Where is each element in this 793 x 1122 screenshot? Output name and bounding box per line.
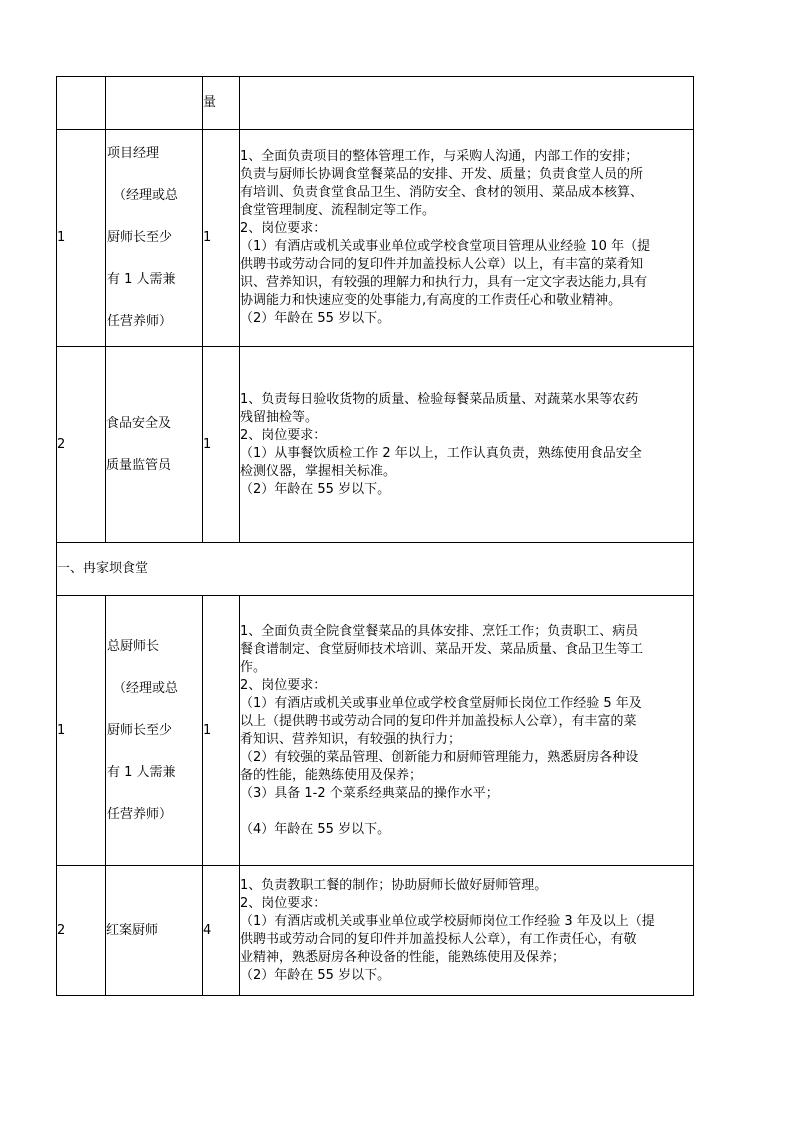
staffing-table [56,76,694,996]
header-cell-post [106,77,203,130]
description-line: 1、负责每日验收货物的质量、检验每餐菜品质量、对蔬菜水果等农药 [240,391,639,407]
description-cell [240,347,694,543]
post-cell [106,866,203,996]
description-line: （1）有酒店或机关或事业单位或学校厨师岗位工作经验 3 年及以上（提 [240,913,655,929]
description-line: （4）年龄在 55 岁以下。 [240,821,391,837]
quantity-cell: 1 [203,130,240,347]
post-line: 食品安全及 [106,415,172,431]
description-line: （2）年龄在 55 岁以下。 [240,967,391,983]
description-line: （2）年龄在 55 岁以下。 [240,311,391,326]
post-line: 任营养师） [107,314,173,329]
description-line: 1、全面负责全院食堂餐菜品的具体安排、烹饪工作；负责职工、病员 [240,623,639,639]
post-line: 任营养师） [107,806,173,822]
description-line: 作。 [240,659,267,675]
post-line: 红案厨师 [106,922,159,938]
description-cell [240,596,694,866]
description-line [240,803,693,821]
qty-header-fragment: 量 [203,95,217,110]
description-line: 1、负责教职工餐的制作；协助厨师长做好厨师管理。 [240,877,548,893]
description-line: 残留抽检等。 [240,409,319,425]
description-line: 协调能力和快速应变的处事能力,有高度的工作责任心和敬业精神。 [240,293,622,308]
header-cell-no [57,77,106,130]
table-row [57,130,694,347]
post-line: 厨师长至少 [107,230,173,245]
description-line: 2、岗位要求： [240,895,327,911]
post-line: （经理或总 [113,188,179,203]
table-row [57,596,694,866]
header-cell-desc [240,77,694,130]
post-line: 有 1 人需兼 [107,272,176,287]
description-line: 餐食谱制定、食堂厨师技术培训、菜品开发、菜品质量、食品卫生等工 [240,641,644,657]
table-row [57,866,694,996]
description-line: （2）有较强的菜品管理、创新能力和厨师管理能力，熟悉厨房各种设 [240,749,639,765]
row-number: 2 [57,866,106,996]
table-header-row [57,77,694,130]
description-line: （3）具备 1-2 个菜系经典菜品的操作水平； [240,785,499,801]
description-line: 食堂管理制度、流程制定等工作。 [240,203,436,218]
description-line: 业精神，熟悉厨房各种设备的性能，能熟练使用及保养； [240,949,566,965]
post-cell [106,347,203,543]
post-cell [106,596,203,866]
description-cell [240,866,694,996]
description-line: 识、营养知识，有较强的理解力和执行力，具有一定文字表达能力,具有 [240,275,648,290]
row-number: 1 [57,596,106,866]
post-cell [106,130,203,347]
description-line: 检测仪器，掌握相关标准。 [240,463,397,479]
table-row [57,347,694,543]
description-line: （1）从事餐饮质检工作 2 年以上，工作认真负责，熟练使用食品安全 [240,445,642,461]
post-line: 项目经理 [107,146,160,161]
description-line: 负责与厨师长协调食堂餐菜品的安排、开发、质量；负责食堂人员的所 [240,167,644,182]
description-line: 1、全面负责项目的整体管理工作，与采购人沟通，内部工作的安排； [240,149,639,164]
description-line: 2、岗位要求： [240,677,327,693]
description-line: （1）有酒店或机关或事业单位或学校食堂项目管理从业经验 10 年（提 [240,239,651,254]
description-line: 2、岗位要求： [240,221,327,236]
description-cell [240,130,694,347]
description-line: 备的性能，能熟练使用及保养； [240,767,423,783]
description-line: 供聘书或劳动合同的复印件并加盖投标人公章），有工作责任心，有敬 [240,931,637,947]
post-line: 质量监管员 [106,457,172,473]
post-line: 总厨师长 [107,638,160,654]
post-line: 有 1 人需兼 [107,764,176,780]
quantity-cell: 1 [203,347,240,543]
description-line: 有培训、负责食堂食品卫生、消防安全、食材的领用、菜品成本核算、 [240,185,644,200]
description-line: 肴知识、营养知识，有较强的执行力； [240,731,462,747]
section-title: 一、冉家坝食堂 [57,543,694,596]
quantity-cell: 1 [203,596,240,866]
post-line: 厨师长至少 [107,722,173,738]
header-cell-qty [203,77,240,130]
post-line: （经理或总 [113,680,179,696]
row-number: 1 [57,130,106,347]
description-line: 供聘书或劳动合同的复印件并加盖投标人公章）以上，有丰富的菜肴知 [240,257,644,272]
description-line: （2）年龄在 55 岁以下。 [240,481,391,497]
description-line: 以上（提供聘书或劳动合同的复印件并加盖投标人公章），有丰富的菜 [240,713,637,729]
quantity-cell: 4 [203,866,240,996]
section-heading-row [57,543,694,596]
description-line: （1）有酒店或机关或事业单位或学校食堂厨师长岗位工作经验 5 年及 [240,695,642,711]
row-number: 2 [57,347,106,543]
description-line: 2、岗位要求： [240,427,327,443]
